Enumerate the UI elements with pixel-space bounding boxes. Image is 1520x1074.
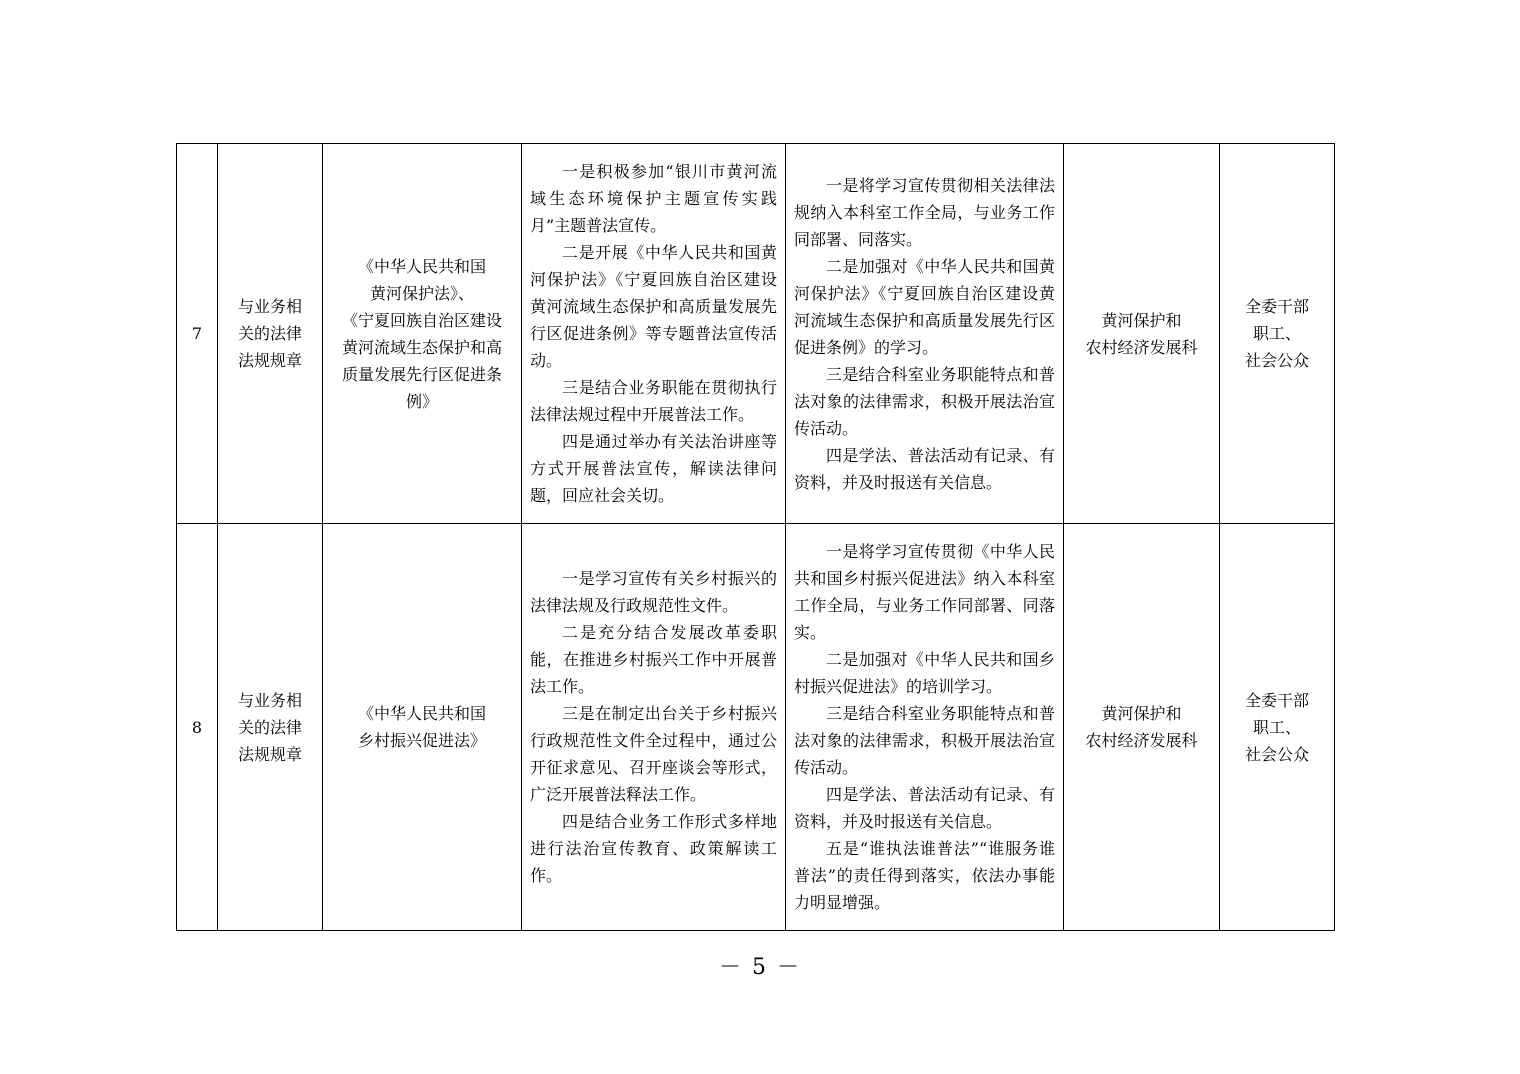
measure-paragraph: 四是通过举办有关法治讲座等方式开展普法宣传，解读法律问题，回应社会关切。: [530, 432, 777, 505]
category-line: 关的法律: [237, 324, 302, 343]
measures-cell: [522, 524, 786, 931]
department-cell: [1064, 524, 1220, 931]
measure-paragraph: 三是在制定出台关于乡村振兴行政规范性文件全过程中，通过公开征求意见、召开座谈会等形式，广泛开展普法释法工作。: [530, 704, 777, 804]
department-line: 农村经济发展科: [1085, 731, 1198, 750]
department-line: 黄河保护和: [1101, 310, 1182, 330]
law-cell: [323, 524, 522, 931]
law-line: 例》: [405, 391, 438, 411]
category-cell: [218, 144, 323, 524]
law-popularization-table: [176, 143, 1335, 931]
category-line: 法规规章: [237, 351, 302, 370]
law-line: 《中华人民共和国: [357, 256, 486, 276]
requirement-paragraph: 三是结合科室业务职能特点和普法对象的法律需求，积极开展法治宣传活动。: [794, 704, 1055, 777]
category-cell: [218, 524, 323, 931]
table-row: [177, 524, 1335, 931]
requirement-paragraph: 一是将学习宣传贯彻相关法律法规纳入本科室工作全局，与业务工作同部署、同落实。: [794, 175, 1055, 249]
law-line: 《宁夏回族自治区建设: [341, 310, 502, 330]
audience-line: 职工、: [1252, 717, 1301, 737]
law-line: 黄河保护法》、: [369, 283, 474, 303]
audience-line: 全委干部: [1244, 297, 1309, 316]
category-line: 与业务相: [237, 690, 302, 710]
category-line: 关的法律: [237, 717, 302, 737]
page-number: － 5 －: [719, 955, 801, 980]
audience-line: 社会公众: [1244, 744, 1309, 764]
measure-paragraph: 一是积极参加“银川市黄河流域生态环境保护主题宣传实践月”主题普法宣传。: [530, 162, 777, 235]
audience-line: 职工、: [1252, 324, 1301, 343]
department-line: 农村经济发展科: [1085, 337, 1198, 357]
audience-cell: [1220, 524, 1335, 931]
department-line: 黄河保护和: [1101, 704, 1182, 723]
measure-paragraph: 三是结合业务职能在贯彻执行法律法规过程中开展普法工作。: [530, 378, 777, 424]
measure-paragraph: 一是学习宣传有关乡村振兴的法律法规及行政规范性文件。: [530, 569, 777, 615]
requirement-paragraph: 一是将学习宣传贯彻《中华人民共和国乡村振兴促进法》纳入本科室工作全局，与业务工作同部署、同落实。: [794, 542, 1055, 642]
requirement-paragraph: 二是加强对《中华人民共和国黄河保护法》《宁夏回族自治区建设黄河流域生态保护和高质量发展先行区促进条例》的学习。: [794, 256, 1055, 357]
requirement-paragraph: 五是“谁执法谁普法”“谁服务谁普法”的责任得到落实，依法办事能力明显增强。: [794, 839, 1055, 912]
table-body: [177, 144, 1335, 931]
measures-cell: [522, 144, 786, 524]
measure-paragraph: 四是结合业务工作形式多样地进行法治宣传教育、政策解读工作。: [530, 812, 777, 885]
law-line: 黄河流域生态保护和高: [341, 337, 502, 357]
law-line: 乡村振兴促进法》: [357, 731, 486, 750]
measure-paragraph: 二是开展《中华人民共和国黄河保护法》《宁夏回族自治区建设黄河流域生态保护和高质量发展先行区促进条例》等专题普法宣传活动。: [530, 243, 777, 370]
requirements-cell: [786, 524, 1064, 931]
law-line: 《中华人民共和国: [357, 704, 486, 723]
requirement-paragraph: 四是学法、普法活动有记录、有资料，并及时报送有关信息。: [794, 445, 1055, 492]
measure-paragraph: 二是充分结合发展改革委职能，在推进乡村振兴工作中开展普法工作。: [530, 623, 777, 696]
table-row: [177, 144, 1335, 524]
row-index: 7: [177, 144, 218, 524]
category-line: 法规规章: [237, 744, 302, 764]
row-index: 8: [177, 524, 218, 931]
law-cell: [323, 144, 522, 524]
requirement-paragraph: 四是学法、普法活动有记录、有资料，并及时报送有关信息。: [794, 785, 1055, 831]
audience-line: 社会公众: [1244, 351, 1309, 370]
audience-line: 全委干部: [1244, 690, 1309, 710]
requirement-paragraph: 三是结合科室业务职能特点和普法对象的法律需求，积极开展法治宣传活动。: [794, 364, 1055, 438]
department-cell: [1064, 144, 1220, 524]
requirement-paragraph: 二是加强对《中华人民共和国乡村振兴促进法》的培训学习。: [794, 650, 1055, 696]
category-line: 与业务相: [237, 297, 302, 316]
requirements-cell: [786, 144, 1064, 524]
audience-cell: [1220, 144, 1335, 524]
law-line: 质量发展先行区促进条: [341, 364, 502, 384]
